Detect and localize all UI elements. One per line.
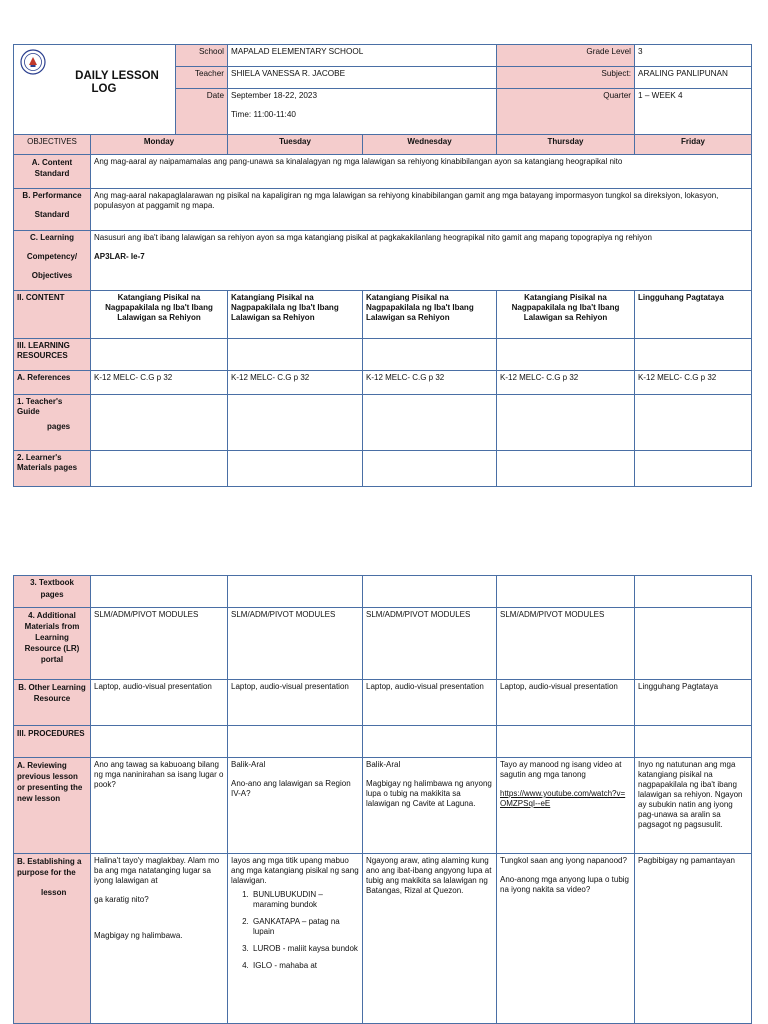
purpose-tue-intro: Iayos ang mga titik upang mabuo ang mga katangiang pisikal ng sang lalawigan.	[231, 856, 359, 885]
competency-label-3: Objectives	[31, 271, 73, 280]
list-item: 4. IGLO - mahaba at	[251, 961, 359, 971]
review-wed	[363, 758, 497, 854]
friday-header: Friday	[635, 135, 752, 155]
list-item: 3. LUROB - maliit kaysa bundok	[251, 944, 359, 954]
learners-materials-label: 2. Learner's Materials pages	[14, 451, 91, 487]
performance-label-1: B. Performance	[22, 191, 82, 200]
performance-label-2: Standard	[34, 210, 70, 219]
resources-mon	[91, 339, 228, 371]
other-fri: Lingguhang Pagtataya	[635, 680, 752, 726]
content-friday: Lingguhang Pagtataya	[635, 291, 752, 339]
purpose-mon-1: Halina't tayo'y maglakbay. Alam mo ba ang mga natatanging lugar sa iyong lalawigan at	[94, 856, 220, 885]
textbook-label-1: 3. Textbook	[30, 578, 74, 587]
references-mon: K-12 MELC- C.G p 32	[91, 371, 228, 395]
purpose-mon-2: ga karatig nito?	[94, 895, 149, 904]
textbook-wed	[363, 576, 497, 608]
resources-wed	[363, 339, 497, 371]
lm-fri	[635, 451, 752, 487]
additional-thu: SLM/ADM/PIVOT MODULES	[497, 608, 635, 680]
lm-thu	[497, 451, 635, 487]
references-tue: K-12 MELC- C.G p 32	[228, 371, 363, 395]
lesson-log-table-page1	[13, 44, 752, 487]
additional-mon: SLM/ADM/PIVOT MODULES	[91, 608, 228, 680]
resources-thu	[497, 339, 635, 371]
reviewing-label: A. Reviewing previous lesson or presenting the new lesson	[14, 758, 91, 854]
content-wednesday: Katangiang Pisikal na Nagpapakilala ng Iba't Ibang Lalawigan sa Rehiyon	[363, 291, 497, 339]
lm-wed	[363, 451, 497, 487]
competency-code: AP3LAR- Ie-7	[94, 252, 145, 261]
additional-wed: SLM/ADM/PIVOT MODULES	[363, 608, 497, 680]
grade-value: 3	[635, 45, 752, 67]
performance-standard-label	[14, 189, 91, 231]
objectives-header: OBJECTIVES	[14, 135, 91, 155]
other-tue: Laptop, audio-visual presentation	[228, 680, 363, 726]
proc-fri	[635, 726, 752, 758]
content-standard-label	[14, 155, 91, 189]
resources-tue	[228, 339, 363, 371]
purpose-fri: Pagbibigay ng pamantayan	[635, 854, 752, 1024]
content-tuesday: Katangiang Pisikal na Nagpapakilala ng Iba't Ibang Lalawigan sa Rehiyon	[228, 291, 363, 339]
textbook-mon	[91, 576, 228, 608]
review-thu	[497, 758, 635, 854]
tg-thu	[497, 395, 635, 451]
resources-fri	[635, 339, 752, 371]
title-cell	[14, 45, 176, 135]
review-tue-2: Ano-ano ang lalawigan sa Region IV-A?	[231, 779, 351, 798]
additional-tue: SLM/ADM/PIVOT MODULES	[228, 608, 363, 680]
school-value: MAPALAD ELEMENTARY SCHOOL	[228, 45, 497, 67]
content-standard-text: Ang mag-aaral ay naipamamalas ang pang-unawa sa kinalalagyan ng mga lalawigan sa rehiyong kinabibilangan ayon sa katangiang heograpikal nito	[91, 155, 752, 189]
purpose-thu	[497, 854, 635, 1024]
page-title-line2: LOG	[91, 83, 117, 95]
tg-tue	[228, 395, 363, 451]
proc-wed	[363, 726, 497, 758]
competency-text: Nasusuri ang iba't ibang lalawigan sa rehiyon ayon sa mga katangiang pisikal at pagkakakilanlang heograpikal nito gamit ang mapang topograpiya ng rehiyon	[94, 233, 652, 242]
review-tue-1: Balik-Aral	[231, 760, 266, 769]
other-wed: Laptop, audio-visual presentation	[363, 680, 497, 726]
date-cell	[228, 89, 497, 135]
tg-wed	[363, 395, 497, 451]
subject-label: Subject:	[497, 67, 635, 89]
lm-tue	[228, 451, 363, 487]
purpose-label-2: lesson	[41, 888, 67, 897]
monday-header: Monday	[91, 135, 228, 155]
content-label: II. CONTENT	[14, 291, 91, 339]
review-tue	[228, 758, 363, 854]
content-standard-label-1: A. Content	[31, 158, 73, 167]
references-label: A. References	[14, 371, 91, 395]
grade-label: Grade Level	[497, 45, 635, 67]
lm-mon	[91, 451, 228, 487]
textbook-tue	[228, 576, 363, 608]
performance-standard-text: Ang mag-aaral nakapaglalarawan ng pisikal na kapaligiran ng mga lalawigan sa rehiyong kinabibilangan gamit ang mga batayang impormasyon tungkol sa direksiyon, lokasyon, populasyon at paggamit ng mapa.	[91, 189, 752, 231]
review-fri: Inyo ng natutunan ang mga katangiang pisikal na nagpapakilala ng iba't ibang lalawigan sa rehiyon. Ngayon ay subukin natin ang iyong pag-unawa sa aralin sa pagsagot ng pagsusulit.	[635, 758, 752, 854]
purpose-mon-3: Magbigay ng halimbawa.	[94, 931, 183, 940]
proc-mon	[91, 726, 228, 758]
proc-thu	[497, 726, 635, 758]
purpose-tue	[228, 854, 363, 1024]
quarter-value: 1 – WEEK 4	[635, 89, 752, 135]
textbook-thu	[497, 576, 635, 608]
purpose-mon	[91, 854, 228, 1024]
review-thu-1: Tayo ay manood ng isang video at sagutin ang mga tanong	[500, 760, 622, 779]
teacher-value: SHIELA VANESSA R. JACOBE	[228, 67, 497, 89]
deped-seal-icon	[20, 49, 46, 75]
page-title: DAILY LESSON	[75, 70, 159, 82]
scrambled-words-list	[231, 890, 359, 971]
purpose-thu-1: Tungkol saan ang iyong napanood?	[500, 856, 627, 865]
competency-label-2: Competency/	[26, 252, 78, 261]
other-thu: Laptop, audio-visual presentation	[497, 680, 635, 726]
textbook-label-2: pages	[40, 590, 64, 599]
tg-label-2: Guide	[17, 407, 40, 416]
tg-mon	[91, 395, 228, 451]
teacher-label: Teacher	[176, 67, 228, 89]
tg-fri	[635, 395, 752, 451]
content-monday: Katangiang Pisikal na Nagpapakilala ng Iba't Ibang Lalawigan sa Rehiyon	[91, 291, 228, 339]
subject-value: ARALING PANLIPUNAN	[635, 67, 752, 89]
purpose-thu-2: Ano-anong mga anyong lupa o tubig na iyong nakita sa video?	[500, 875, 629, 894]
list-item: 1. BUNLUBUKUDIN – maraming bundok	[251, 890, 359, 910]
competency-label-1: C. Learning	[29, 233, 74, 242]
competency-label	[14, 231, 91, 291]
date-value: September 18-22, 2023	[231, 91, 318, 100]
references-thu: K-12 MELC- C.G p 32	[497, 371, 635, 395]
teachers-guide-label	[14, 395, 91, 451]
school-label: School	[176, 45, 228, 67]
purpose-label	[14, 854, 91, 1024]
competency-cell	[91, 231, 752, 291]
additional-fri	[635, 608, 752, 680]
other-resource-label: B. Other Learning Resource	[14, 680, 91, 726]
proc-tue	[228, 726, 363, 758]
additional-materials-label: 4. Additional Materials from Learning Resource (LR) portal	[14, 608, 91, 680]
tuesday-header: Tuesday	[228, 135, 363, 155]
learning-resources-label: III. LEARNING RESOURCES	[14, 339, 91, 371]
time-value: Time: 11:00-11:40	[231, 110, 296, 119]
procedures-label: III. PROCEDURES	[14, 726, 91, 758]
video-link[interactable]: https://www.youtube.com/watch?v=OMZPSqI--eE	[500, 789, 626, 808]
lesson-log-table-page2	[13, 575, 752, 1024]
content-thursday: Katangiang Pisikal na Nagpapakilala ng Iba't Ibang Lalawigan sa Rehiyon	[497, 291, 635, 339]
review-mon: Ano ang tawag sa kabuoang bilang ng mga naninirahan sa isang lugar o pook?	[91, 758, 228, 854]
content-standard-label-2: Standard	[34, 169, 70, 178]
purpose-label-1: B. Establishing a purpose for the	[17, 857, 82, 877]
references-fri: K-12 MELC- C.G p 32	[635, 371, 752, 395]
other-mon: Laptop, audio-visual presentation	[91, 680, 228, 726]
tg-label-3: pages	[47, 422, 71, 431]
wednesday-header: Wednesday	[363, 135, 497, 155]
thursday-header: Thursday	[497, 135, 635, 155]
review-wed-2: Magbigay ng halimbawa ng anyong lupa o tubig na makikita sa lalawigan ng Cavite at Laguna.	[366, 779, 492, 808]
textbook-label	[14, 576, 91, 608]
review-wed-1: Balik-Aral	[366, 760, 401, 769]
date-label: Date	[176, 89, 228, 135]
tg-label-1: 1. Teacher's	[17, 397, 63, 406]
textbook-fri	[635, 576, 752, 608]
purpose-wed: Ngayong araw, ating alaming kung ano ang ibat-ibang angyong lupa at tubig ang makikita sa lalawigan ng Batangas, Rizal at Quezon.	[363, 854, 497, 1024]
list-item: 2. GANKATAPA – patag na lupain	[251, 917, 359, 937]
references-wed: K-12 MELC- C.G p 32	[363, 371, 497, 395]
quarter-label: Quarter	[497, 89, 635, 135]
